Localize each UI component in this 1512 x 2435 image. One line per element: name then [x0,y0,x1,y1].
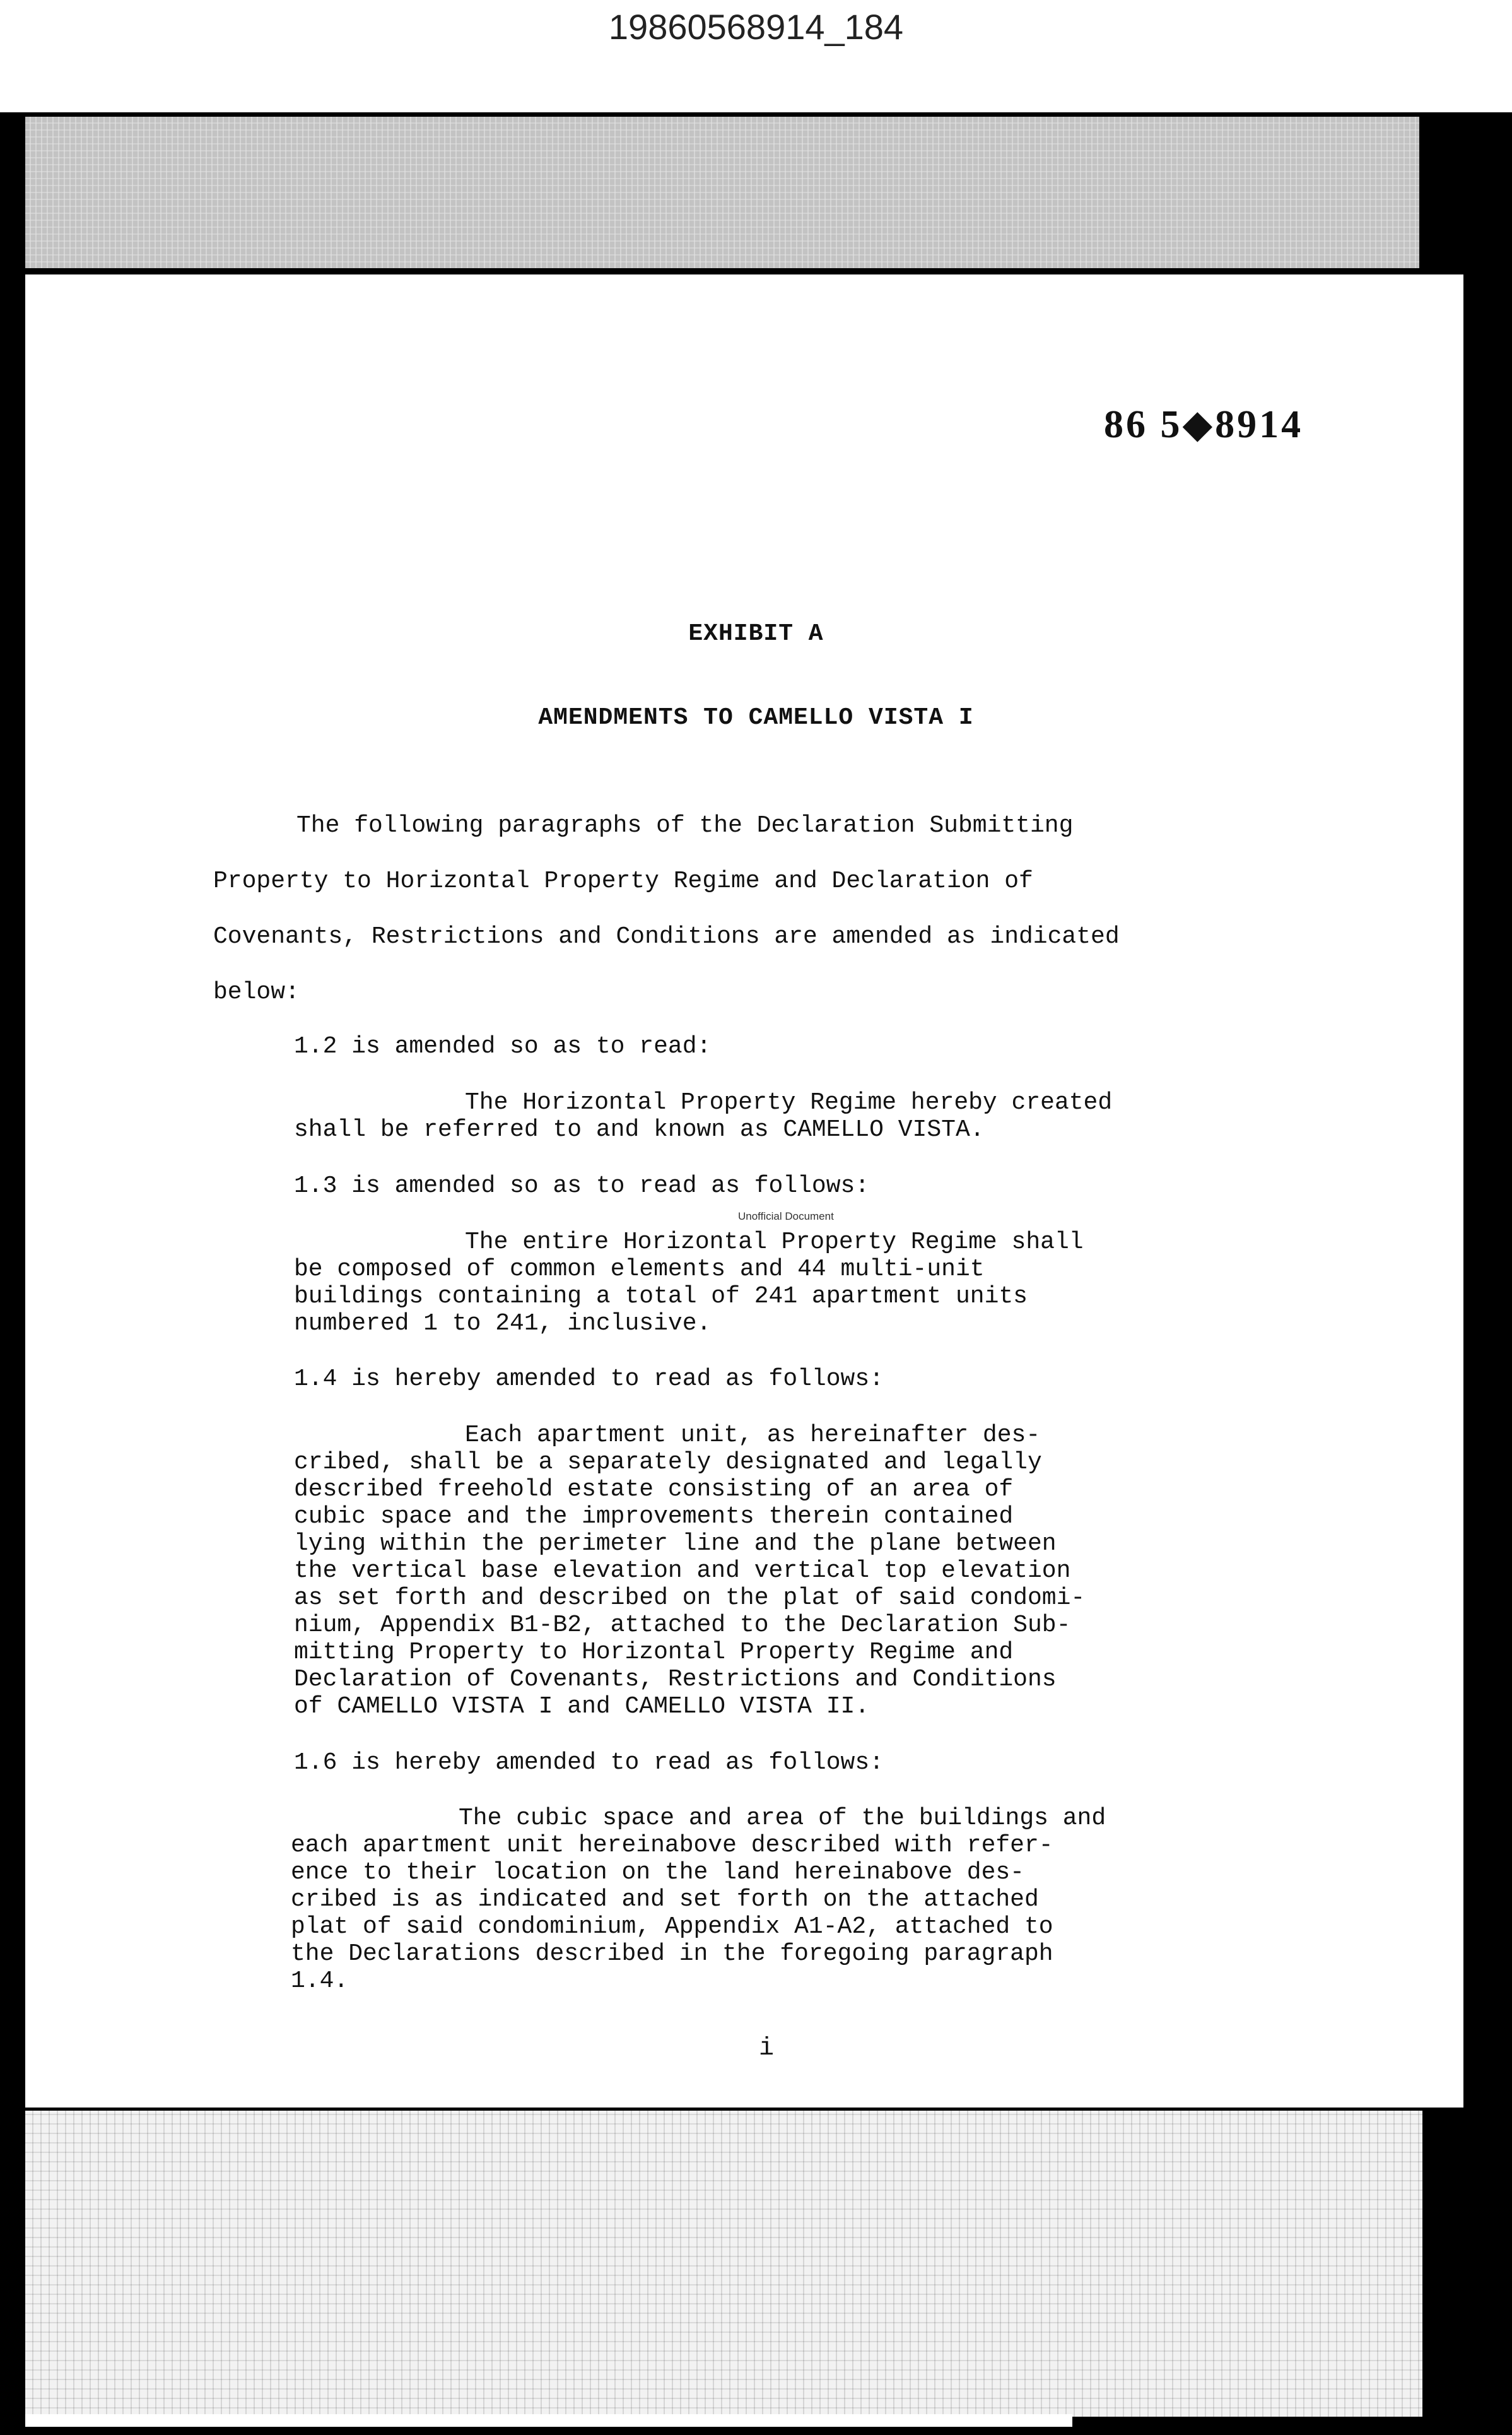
unofficial-watermark: Unofficial Document [738,1210,834,1222]
section-body-line: plat of said condominium, Appendix A1-A2, attached to [291,1913,1053,1940]
section-body-line: ence to their location on the land hereinabove des- [291,1859,1024,1886]
section-body-line: shall be referred to and known as CAMELLO VISTA. [294,1116,985,1143]
section-heading: 1.2 is amended so as to read: [294,1033,712,1060]
section-heading: 1.3 is amended so as to read as follows: [294,1172,870,1200]
scan-bottom-strip [25,2414,1072,2427]
intro-line: below: [213,979,300,1006]
intro-line: Property to Horizontal Property Regime and Declaration of [213,868,1033,895]
section-body-line: of CAMELLO VISTA I and CAMELLO VISTA II. [294,1693,870,1720]
scan-noise-top [25,117,1419,268]
page-number: i [759,2034,775,2063]
intro-line: The following paragraphs of the Declaration Submitting [296,812,1074,839]
section-body-line: as set forth and described on the plat of said condomi- [294,1584,1086,1612]
section-body-line: the Declarations described in the foregoing paragraph [291,1940,1053,1967]
section-body-line: lying within the perimeter line and the plane between [294,1530,1057,1557]
document-number: 86 5◆8914 [1104,403,1304,446]
section-body-line: each apartment unit hereinabove described with refer- [291,1832,1053,1859]
section-body-line: Each apartment unit, as hereinafter des- [465,1422,1041,1449]
section-heading: 1.4 is hereby amended to read as follows: [294,1365,884,1393]
section-body-line: cribed, shall be a separately designated and legally [294,1449,1042,1476]
section-heading: 1.6 is hereby amended to read as follows: [294,1749,884,1776]
section-body-line: described freehold estate consisting of an area of [294,1476,1014,1503]
section-body-line: The entire Horizontal Property Regime shall [465,1229,1084,1256]
exhibit-title: EXHIBIT A [688,620,824,647]
section-body-line: be composed of common elements and 44 multi-unit [294,1256,985,1283]
section-body-line: buildings containing a total of 241 apartment units [294,1283,1028,1310]
file-header: 19860568914_184 [608,7,904,47]
section-body-line: cubic space and the improvements therein contained [294,1503,1014,1530]
section-body-line: 1.4. [291,1967,349,1995]
amendments-title: AMENDMENTS TO CAMELLO VISTA I [538,704,974,731]
section-body-line: nium, Appendix B1-B2, attached to the Declaration Sub- [294,1612,1071,1639]
section-body-line: the vertical base elevation and vertical top elevation [294,1557,1071,1584]
section-body-line: mitting Property to Horizontal Property Regime and [294,1639,1014,1666]
scan-noise-bottom [25,2111,1422,2417]
section-body-line: The Horizontal Property Regime hereby created [465,1089,1113,1116]
section-body-line: The cubic space and area of the buildings and [459,1805,1106,1832]
section-body-line: numbered 1 to 241, inclusive. [294,1310,712,1337]
section-body-line: Declaration of Covenants, Restrictions and Conditions [294,1666,1057,1693]
section-body-line: cribed is as indicated and set forth on the attached [291,1886,1039,1913]
intro-line: Covenants, Restrictions and Conditions are amended as indicated [213,923,1120,950]
